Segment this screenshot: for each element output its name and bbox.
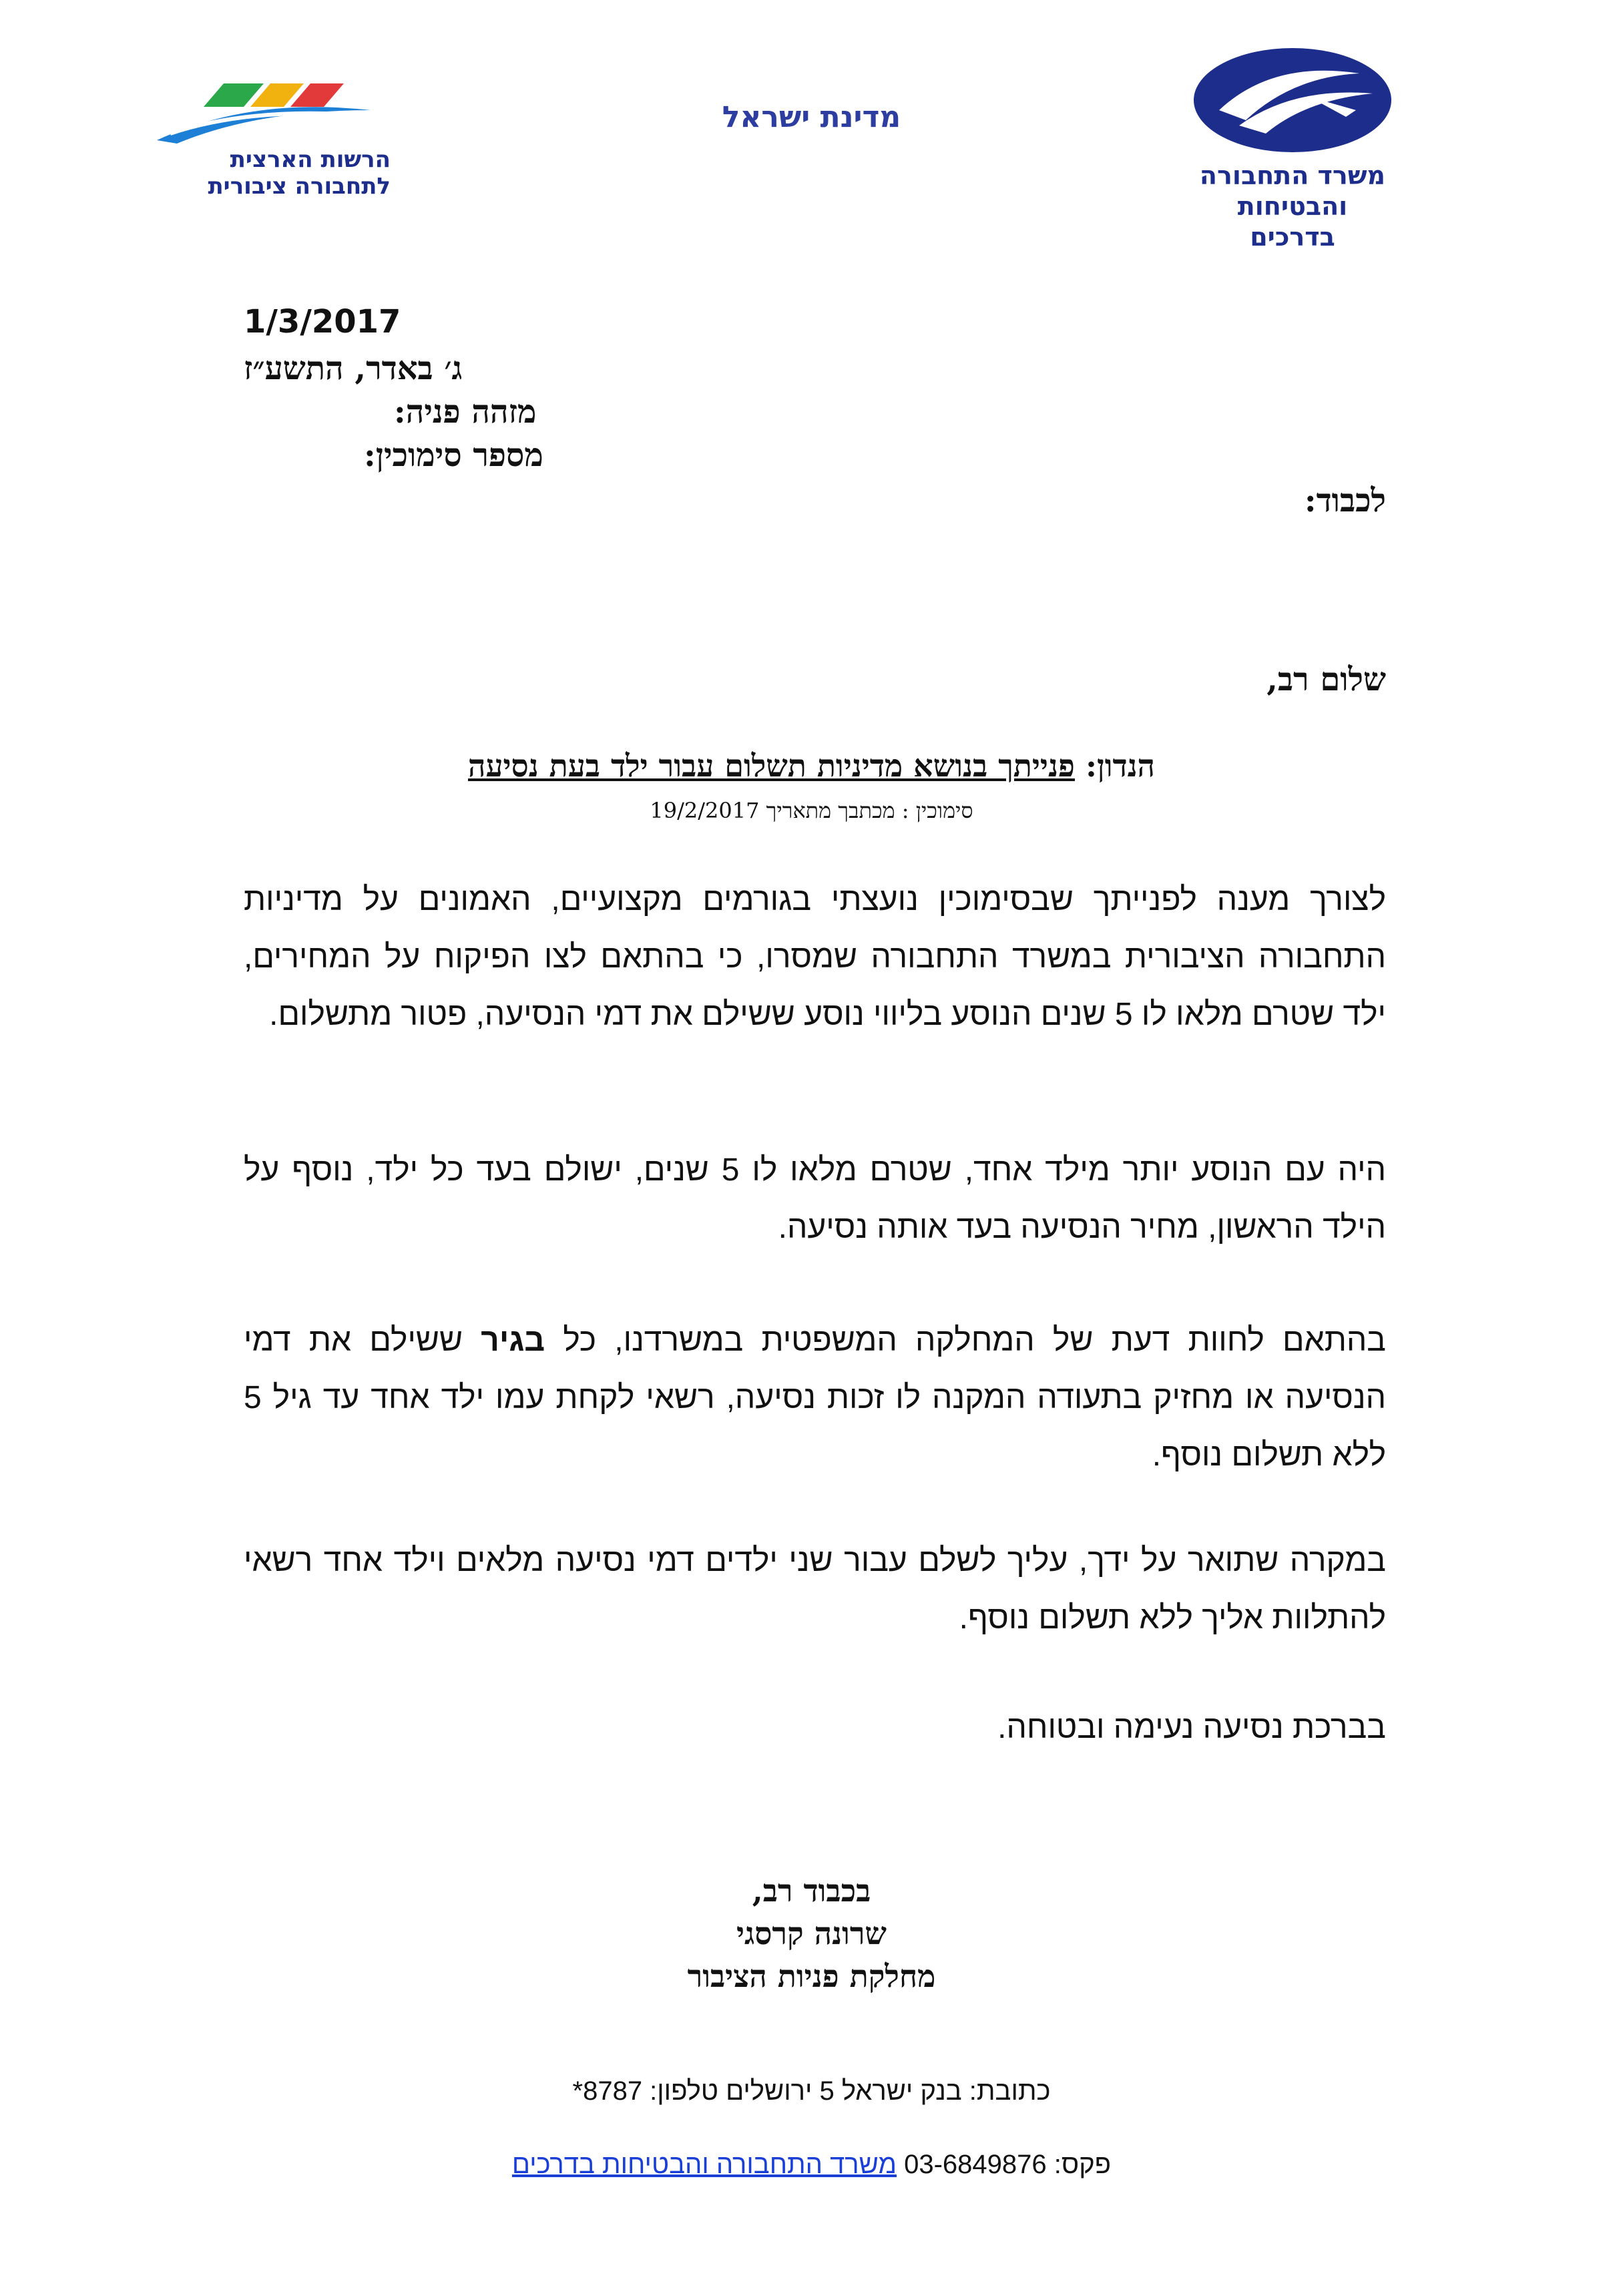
ministry-website-link[interactable]: משרד התחבורה והבטיחות בדרכים (511, 2150, 897, 2179)
body-paragraph-3-start: בהתאם לחוות דעת של המחלקה המשפטית במשרדנו, כל (545, 1323, 1387, 1358)
ministry-logo (1192, 47, 1393, 252)
footer-fax-line (0, 2150, 1623, 2180)
date-gregorian: 1/3/2017 (244, 303, 401, 340)
ministry-name-line2: והבטיחות בדרכים (1237, 192, 1348, 252)
state-title: מדינת ישראל (722, 100, 901, 134)
subject-line (0, 748, 1623, 784)
signature-block (0, 1869, 1623, 1998)
body-paragraph-5: בברכת נסיעה נעימה ובטוחה. (997, 1710, 1386, 1745)
recipient-label: לכבוד: (1304, 482, 1386, 519)
body-paragraph-3-bold: בגיר (481, 1323, 545, 1358)
body-paragraph-4: במקרה שתואר על ידך, עליך לשלם עבור שני ילדים דמי נסיעה מלאים וילד אחד רשאי להתלוות אליך ללא תשלום נוסף. (244, 1543, 1386, 1636)
subject-text: פנייתך בנושא מדיניות תשלום עבור ילד בעת נסיעה (467, 748, 1075, 784)
body-paragraph-3 (244, 1312, 1386, 1484)
ministry-name-line1: משרד התחבורה (1199, 161, 1386, 190)
body-paragraph-1: לצורך מענה לפנייתך שבסימוכין נועצתי בגורמים מקצועיים, האמונים על מדיניות התחבורה הציבורית במשרד התחבורה שמסרו, כי בהתאם לצו הפיקוח על המחירים, ילד שטרם מלאו לו 5 שנים הנוסע בליווי נוסע ששילם את דמי הנסיעה, פטור מתשלום. (244, 882, 1386, 1032)
simochin-number-label: מספר סימוכין: (364, 437, 543, 474)
reference-id-label: מזהה פניה: (394, 393, 537, 431)
date-hebrew: ג׳ באדר, התשע״ז (244, 350, 463, 387)
signature-closing: בכבוד רב, (752, 1873, 871, 1909)
signature-name: שרונה קרסגי (736, 1915, 887, 1951)
body-paragraph-3-end: ששילם את דמי הנסיעה או מחזיק בתעודה המקנה לו זכות נסיעה, רשאי לקחת עמו ילד אחד עד גיל 5 ללא תשלום נוסף. (244, 1323, 1386, 1473)
authority-name-line1: הרשות הארצית (230, 146, 391, 173)
footer-fax: פקס: 03-6849876 (896, 2150, 1112, 2179)
ministry-name (1192, 160, 1393, 252)
subject-reference: סימוכין : מכתבך מתאריך 19/2/2017 (650, 798, 973, 823)
authority-name (150, 146, 404, 200)
subject-prefix: הנדון: (1074, 748, 1155, 784)
signature-department: מחלקת פניות הציבור (687, 1958, 936, 1994)
public-transport-authority-logo-icon (150, 70, 404, 144)
body-paragraph-2: היה עם הנוסע יותר מילד אחד, שטרם מלאו לו 5 שנים, ישולם בעד כל ילד, נוסף על הילד הראשון, מחיר הנסיעה בעד אותה נסיעה. (244, 1152, 1387, 1245)
authority-name-line2: לתחבורה ציבורית (208, 173, 391, 200)
authority-logo (150, 70, 404, 200)
footer-address: כתובת: בנק ישראל 5 ירושלים טלפון: 8787* (572, 2076, 1051, 2106)
greeting: שלום רב, (1266, 661, 1386, 698)
